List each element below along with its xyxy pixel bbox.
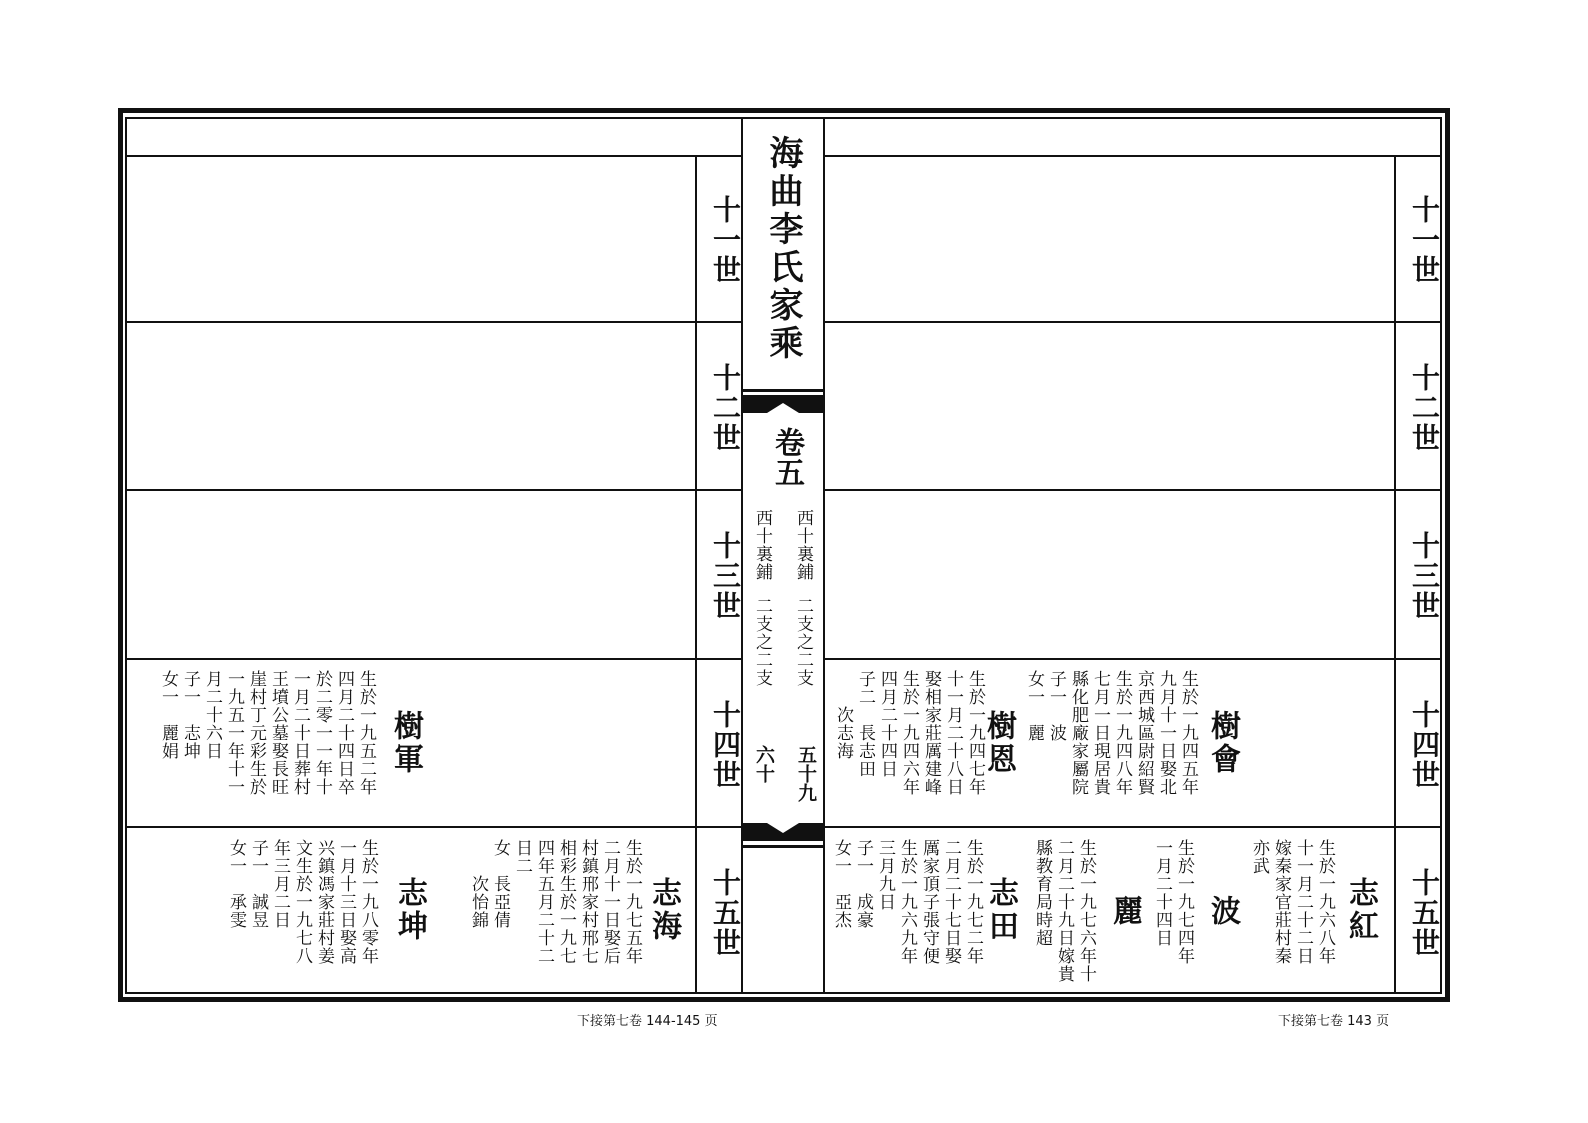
person-name: 志海 <box>646 877 681 943</box>
generation-11-label: 十一世 <box>1408 195 1441 285</box>
left-generation-column <box>695 155 741 994</box>
spine-branch-left: 二支之二支 <box>752 597 772 687</box>
row-divider <box>127 489 741 491</box>
person-name: 樹會 <box>1205 710 1240 776</box>
person-record: 生於一九五二年 四月二十四日卒 於二零一一年十 一月二十日葬村 王墳公墓娶長旺 崖村丁元彩生於 一九五一年十一 月二十六日 子一 志坤 女一 麗娟 <box>158 670 376 796</box>
row-divider <box>127 321 741 323</box>
person-record: 生於一九八零年 一月十三日娶高 兴鎮馮家莊村姜 文生於一九七八 年三月二日 子一 誠昱 女一 承雯 <box>226 839 378 965</box>
person-name: 志紅 <box>1343 877 1378 943</box>
spine-place-right: 西十裏鋪 <box>793 509 813 581</box>
person-record: 生於一九六八年 十一月二十二日 嫁秦家官莊村秦 亦武 <box>1249 839 1335 965</box>
person-record: 生於一九七五年 二月十一日娶后 村鎮邢家村邢七 相彩生於一九七 四年五月二十二 日二 女 長亞倩 次怡錦 <box>468 839 642 965</box>
row-divider <box>825 658 1440 660</box>
volume-label: 卷五 <box>769 427 804 487</box>
generation-12-label: 十二世 <box>709 363 742 453</box>
right-generation-column <box>1394 155 1440 994</box>
generation-15-label: 十五世 <box>1408 868 1441 958</box>
row-divider <box>127 658 741 660</box>
footer-left-continuation: 下接第七卷 144-145 页 <box>577 1014 718 1029</box>
page-number-right: 五十九 <box>795 745 817 802</box>
generation-14-label: 十四世 <box>1408 700 1441 790</box>
person-name: 樹軍 <box>388 710 423 776</box>
person-record: 生於一九七四年 一月二十四日 <box>1152 839 1194 965</box>
spine-place-left: 西十裏鋪 <box>752 509 772 581</box>
right-page <box>825 117 1440 994</box>
row-divider <box>825 489 1440 491</box>
page-number-left: 六十 <box>753 745 775 783</box>
generation-13-label: 十三世 <box>1408 531 1441 621</box>
book-title: 海曲李氏家乘 <box>763 135 803 363</box>
generation-15-label: 十五世 <box>709 868 742 958</box>
person-name: 樹恩 <box>981 710 1016 776</box>
person-name: 志坤 <box>392 877 427 943</box>
person-record: 生於一九七二年 二月二十七日娶 厲家頂子張守便 生於一九六九年 三月九日 子一 成豪 女一 亞杰 <box>831 839 983 965</box>
spine-branch-right: 二支之二支 <box>793 597 813 687</box>
generation-11-label: 十一世 <box>709 195 742 285</box>
person-name: 志田 <box>983 877 1018 943</box>
person-record: 生於一九四五年 九月十一日娶北 京西城區尉紹賢 生於一九四八年 七月一日現居貴 縣化肥廠家屬院 子一 波 女一 麗 <box>1024 670 1198 796</box>
footer-right-continuation: 下接第七卷 143 页 <box>1278 1014 1390 1029</box>
left-page <box>127 117 741 994</box>
spine-fishtail-top <box>743 389 823 419</box>
generation-12-label: 十二世 <box>1408 363 1441 453</box>
person-record: 生於一九七六年十 二月二十九日嫁貴 縣教育局時超 <box>1032 839 1096 983</box>
generation-14-label: 十四世 <box>709 700 742 790</box>
person-name: 波 <box>1205 895 1240 928</box>
row-divider <box>825 321 1440 323</box>
book-spine <box>741 117 825 994</box>
left-header-strip <box>127 117 741 157</box>
person-name: 麗 <box>1107 895 1142 928</box>
person-record: 生於一九四七年 十一月二十八日 娶相家莊厲建峰 生於一九四六年 四月二十四日 子二 長志田 次志海 <box>833 670 985 796</box>
spine-fishtail-bottom <box>743 823 823 853</box>
right-header-strip <box>825 117 1440 157</box>
generation-13-label: 十三世 <box>709 531 742 621</box>
